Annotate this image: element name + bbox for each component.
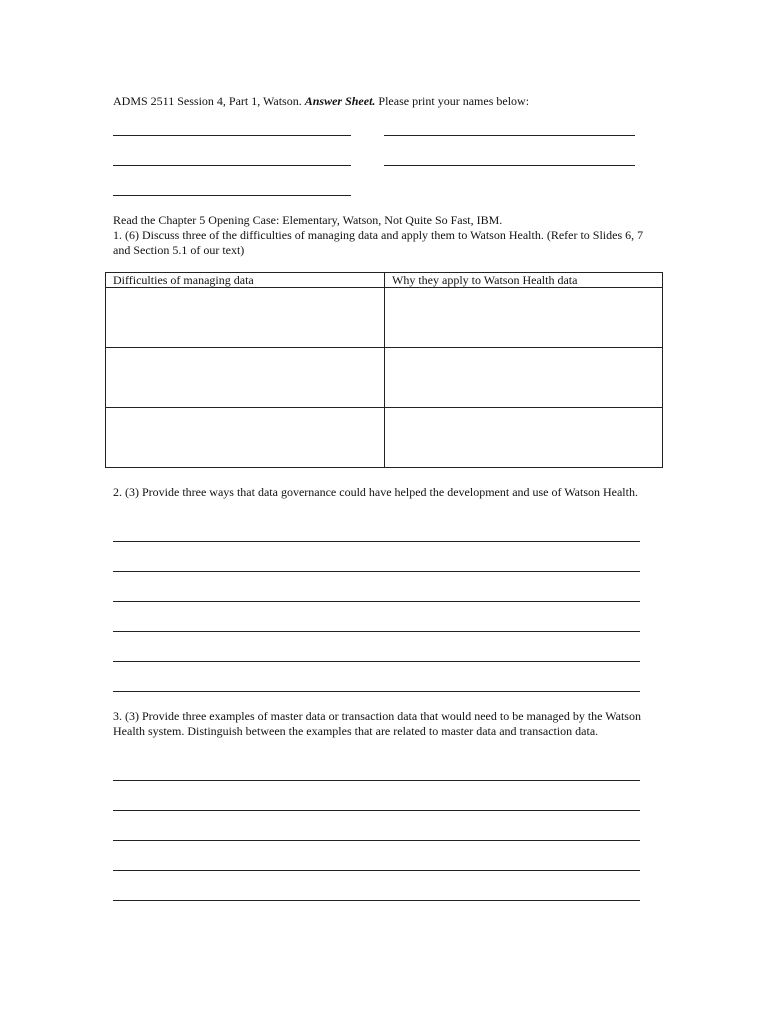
table-cell-why-3[interactable] (385, 408, 663, 468)
table-header-row (106, 273, 663, 288)
table-header-why-apply: Why they apply to Watson Health data (385, 273, 663, 288)
table-cell-difficulty-3[interactable] (106, 408, 385, 468)
q3-answer-line[interactable] (113, 840, 640, 841)
q2-answer-line[interactable] (113, 601, 640, 602)
table-row (106, 408, 663, 468)
name-line-3[interactable] (113, 165, 351, 166)
table-row (106, 348, 663, 408)
header-line (113, 94, 529, 108)
q3-answer-line[interactable] (113, 870, 640, 871)
q2-answer-line[interactable] (113, 571, 640, 572)
q3-answer-line[interactable] (113, 780, 640, 781)
name-line-2[interactable] (384, 135, 635, 136)
q3-answer-line[interactable] (113, 900, 640, 901)
table-row (106, 288, 663, 348)
name-line-5[interactable] (113, 195, 351, 196)
name-line-4[interactable] (384, 165, 635, 166)
name-line-1[interactable] (113, 135, 351, 136)
question-3-text: 3. (3) Provide three examples of master data or transaction data that would need to be managed by the Watson Health system. Distinguish between the examples that are related to master data and transaction data. (113, 709, 641, 738)
print-names-instruction: Please print your names below: (378, 94, 530, 108)
question-2-text: 2. (3) Provide three ways that data governance could have helped the development and use of Watson Health. (113, 485, 638, 499)
q2-answer-line[interactable] (113, 661, 640, 662)
q2-answer-line[interactable] (113, 631, 640, 632)
answer-sheet-label: Answer Sheet. (304, 94, 376, 108)
course-title: ADMS 2511 Session 4, Part 1, Watson. (113, 94, 302, 108)
table-cell-why-1[interactable] (385, 288, 663, 348)
table-cell-difficulty-1[interactable] (106, 288, 385, 348)
case-instruction: Read the Chapter 5 Opening Case: Elementary, Watson, Not Quite So Fast, IBM. (113, 213, 503, 227)
table-cell-difficulty-2[interactable] (106, 348, 385, 408)
q3-answer-line[interactable] (113, 810, 640, 811)
question-1-text: 1. (6) Discuss three of the difficulties of managing data and apply them to Watson Health. (Refer to Slides 6, 7 and Section 5.1 of our text) (113, 228, 644, 257)
table-header-difficulties: Difficulties of managing data (106, 273, 385, 288)
difficulties-table (105, 272, 663, 468)
table-cell-why-2[interactable] (385, 348, 663, 408)
q2-answer-line[interactable] (113, 691, 640, 692)
q2-answer-line[interactable] (113, 541, 640, 542)
